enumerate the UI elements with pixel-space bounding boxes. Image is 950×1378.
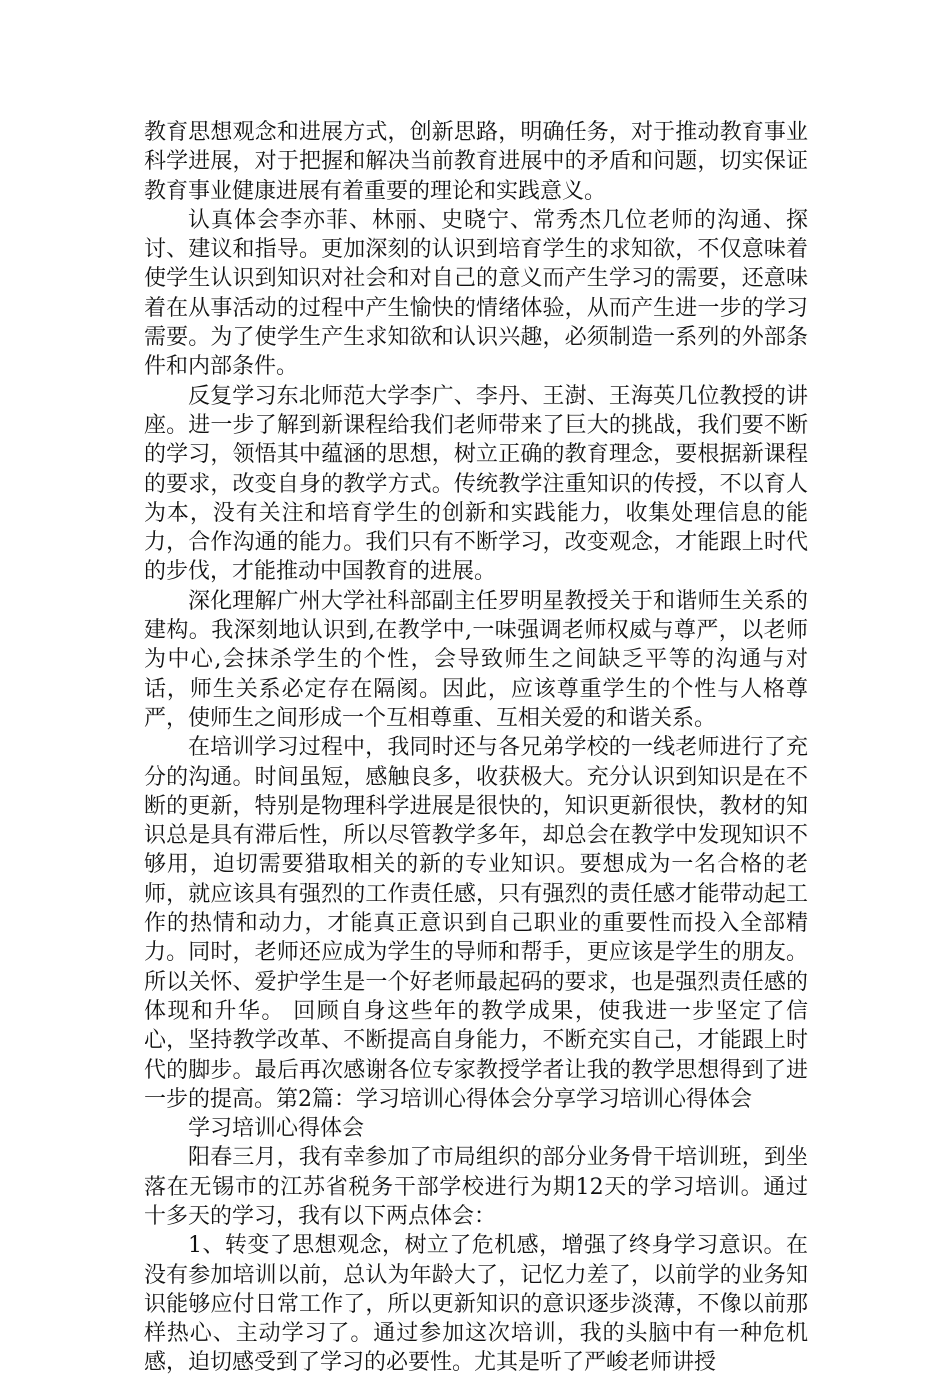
paragraph-3: 反复学习东北师范大学李广、李丹、王澍、王海英几位教授的讲座。进一步了解到新课程给我们老师带来了巨大的挑战，我们要不断的学习，领悟其中蕴涵的思想，树立正确的教育理念，要根据新课程的要求，改变自身的教学方式。传统教学注重知识的传授，不以育人为本，没有关注和培育学生的创新和实践能力，收集处理信息的能力，合作沟通的能力。我们只有不断学习，改变观念，才能跟上时代的步伐，才能推动中国教育的进展。: [144, 383, 808, 585]
paragraph-6: 阳春三月，我有幸参加了市局组织的部分业务骨干培训班，到坐落在无锡市的江苏省税务干部学校进行为期12天的学习培训。通过十多天的学习，我有以下两点体会：: [144, 1145, 808, 1229]
paragraph-7: 1、转变了思想观念，树立了危机感，增强了终身学习意识。在没有参加培训以前，总认为年龄大了，记忆力差了，以前学的业务知识能够应付日常工作了，所以更新知识的意识逐步淡薄，不像以前那样热心、主动学习了。通过参加这次培训，我的头脑中有一种危机感，迫切感受到了学习的必要性。尤其是听了严峻老师讲授: [144, 1233, 808, 1376]
paragraph-1: 教育思想观念和进展方式，创新思路，明确任务，对于推动教育事业科学进展，对于把握和解决当前教育进展中的矛盾和问题，切实保证教育事业健康进展有着重要的理论和实践意义。: [144, 120, 808, 204]
paragraph-4: 深化理解广州大学社科部副主任罗明星教授关于和谐师生关系的建构。我深刻地认识到,在教学中,一味强调老师权威与尊严，以老师为中心,会抹杀学生的个性，会导致师生之间缺乏平等的沟通与对话，师生关系必定存在隔阂。因此，应该尊重学生的个性与人格尊严，使师生之间形成一个互相尊重、互相关爱的和谐关系。: [144, 588, 808, 731]
paragraph-5: 在培训学习过程中，我同时还与各兄弟学校的一线老师进行了充分的沟通。时间虽短，感触良多，收获极大。充分认识到知识是在不断的更新，特别是物理科学进展是很快的，知识更新很快，教材的知识总是具有滞后性，所以尽管教学多年，却总会在教学中发现知识不够用，迫切需要猎取相关的新的专业知识。要想成为一名合格的老师，就应该具有强烈的工作责任感，只有强烈的责任感才能带动起工作的热情和动力，才能真正意识到自己职业的重要性而投入全部精力。同时，老师还应成为学生的导师和帮手，更应该是学生的朋友。所以关怀、爱护学生是一个好老师最起码的要求，也是强烈责任感的体现和升华。 回顾自身这些年的教学成果，使我进一步坚定了信心，坚持教学改革、不断提高自身能力，不断充实自己，才能跟上时代的脚步。最后再次感谢各位专家教授学者让我的教学思想得到了进一步的提高。第2篇：学习培训心得体会分享学习培训心得体会: [144, 735, 808, 1112]
section-heading: 学习培训心得体会: [188, 1116, 365, 1142]
document-body: [144, 118, 808, 1378]
paragraph-2: 认真体会李亦菲、林丽、史晓宁、常秀杰几位老师的沟通、探讨、建议和指导。更加深刻的认识到培育学生的求知欲，不仅意味着使学生认识到知识对社会和对自己的意义而产生学习的需要，还意味着在从事活动的过程中产生愉快的情绪体验，从而产生进一步的学习需要。为了使学生产生求知欲和认识兴趣，必须制造一系列的外部条件和内部条件。: [144, 207, 808, 380]
